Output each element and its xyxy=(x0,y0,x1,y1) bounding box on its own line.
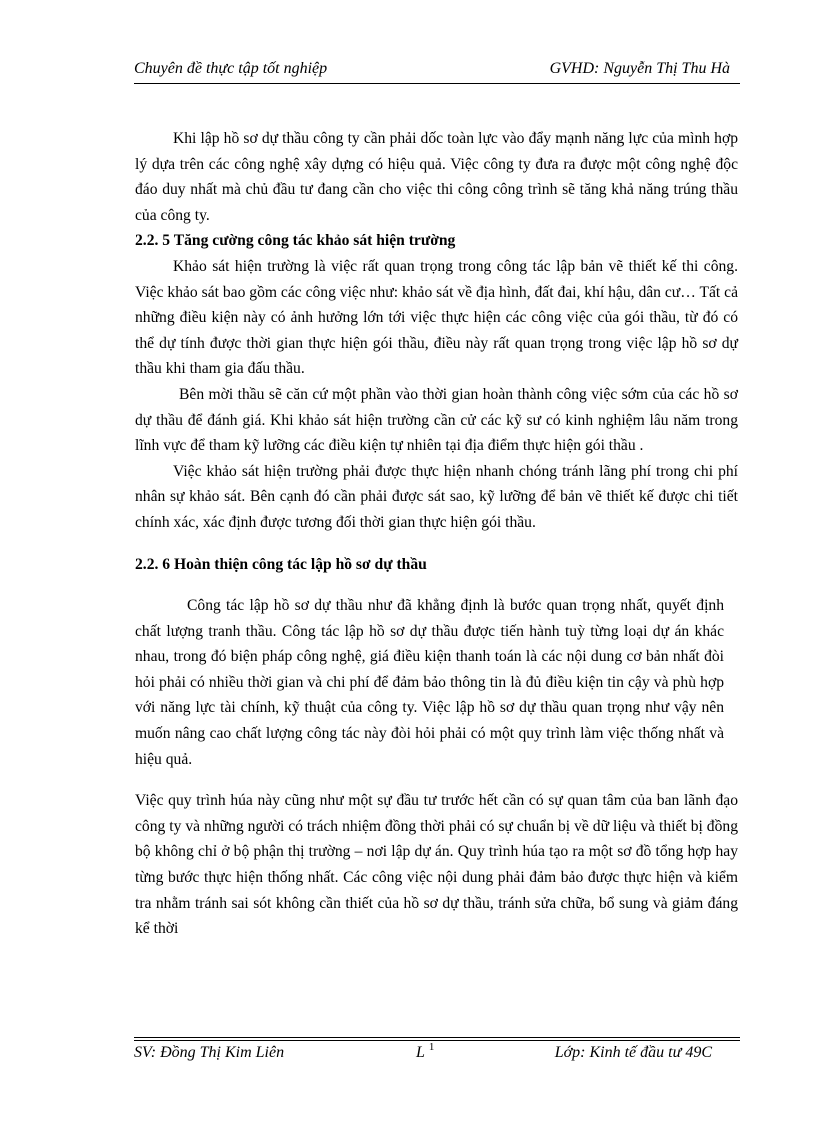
footer-student: SV: Đồng Thị Kim Liên xyxy=(134,1044,285,1061)
paragraph-1: Khi lập hồ sơ dự thầu công ty cần phải dốc toàn lực vào đẩy mạnh năng lực của mình hợp lý dựa trên các công nghệ xây dựng có hiệu quả. Việc công ty đưa ra được một công nghệ độc đáo duy nhất mà chủ đầu tư đang cần cho việc thi công công trình sẽ tăng khả năng trúng thầu của công ty. xyxy=(135,130,738,224)
spacer xyxy=(135,536,738,552)
header-divider xyxy=(134,83,740,84)
page-header xyxy=(134,58,740,82)
page-footer xyxy=(134,1041,740,1066)
section-heading-2-2-6: 2.2. 6 Hoàn thiện công tác lập hồ sơ dự thầu xyxy=(135,555,427,573)
footer-letter: L xyxy=(416,1044,425,1061)
footer-divider-top xyxy=(134,1037,740,1038)
page-body xyxy=(135,126,738,942)
footer-page-marker xyxy=(416,1041,435,1062)
footer-divider-bottom xyxy=(134,1040,740,1041)
paragraph-5: Công tác lập hồ sơ dự thầu như đã khẳng định là bước quan trọng nhất, quyết định chất lượng tranh thầu. Công tác lập hồ sơ dự thầu được tiến hành tuỳ từng loại dự án khác nhau, trong đó biện pháp công nghệ, giá điều kiện thanh toán là các nội dung cơ bản nhất đòi hỏi phải có nhiều thời gian và chi phí để đảm bảo thông tin là đủ điều kiện tin cậy và phù hợp với năng lực tài chính, kỹ thuật của công ty. Việc lập hồ sơ dự thầu quan trọng như vậy nên muốn nâng cao chất lượng công tác này đòi hỏi phải có một quy trình làm việc thống nhất và hiệu quả. xyxy=(135,597,724,768)
paragraph-3: Bên mời thầu sẽ căn cứ một phần vào thời gian hoàn thành công việc sớm của các hồ sơ dự thầu để đánh giá. Khi khảo sát hiện trường cần cử các kỹ sư có kinh nghiệm lâu năm trong lĩnh vực để tham kỹ lưỡng các điều kiện tự nhiên tại địa điểm thực hiện gói thầu . xyxy=(135,385,738,455)
page-number: 1 xyxy=(428,1041,435,1053)
paragraph-2: Khảo sát hiện trường là việc rất quan trọng trong công tác lập bản vẽ thiết kế thi công. Việc khảo sát bao gồm các công việc như: khảo sát về địa hình, đất đai, khí hậu, dân cư… Tất cả những điều kiện này có ảnh hưởng lớn tới việc thực hiện các công việc của gói thầu, từ đó có thể dự tính được thời gian thực hiện gói thầu, điều này rất quan trọng trong việc lập hồ sơ dự thầu khi tham gia đấu thầu. xyxy=(135,257,738,378)
footer-class: Lớp: Kinh tế đầu tư 49C xyxy=(554,1044,712,1061)
spacer xyxy=(135,772,738,788)
paragraph-4: Việc khảo sát hiện trường phải được thực hiện nhanh chóng tránh lãng phí trong chi phí nhân sự khảo sát. Bên cạnh đó cần phải được sát sao, kỹ lưỡng để bản vẽ thiết kế được chi tiết chính xác, xác định được tương đối thời gian thực hiện gói thầu. xyxy=(135,462,738,531)
paragraph-6: Việc quy trình húa này cũng như một sự đầu tư trước hết cần có sự quan tâm của ban lãnh đạo công ty và những người có trách nhiệm đồng thời phải có sự chuẩn bị về dữ liệu và thiết bị đồng bộ không chỉ ở bộ phận thị trường – nơi lập dự án. Quy trình húa tạo ra một sơ đồ tổng hợp hay từng bước thực hiện thống nhất. Các công việc nội dung phải đảm bảo được thực hiện và kiểm tra nhằm tránh sai sót không cần thiết của hồ sơ dự thầu, tránh sửa chữa, bổ sung và giảm đáng kể thời xyxy=(135,792,738,938)
section-heading-2-2-5: 2.2. 5 Tăng cường công tác khảo sát hiện trường xyxy=(135,232,456,250)
spacer xyxy=(135,577,738,593)
header-document-title: Chuyên đề thực tập tốt nghiệp xyxy=(134,60,328,77)
header-supervisor: GVHD: Nguyễn Thị Thu Hà xyxy=(549,60,730,77)
